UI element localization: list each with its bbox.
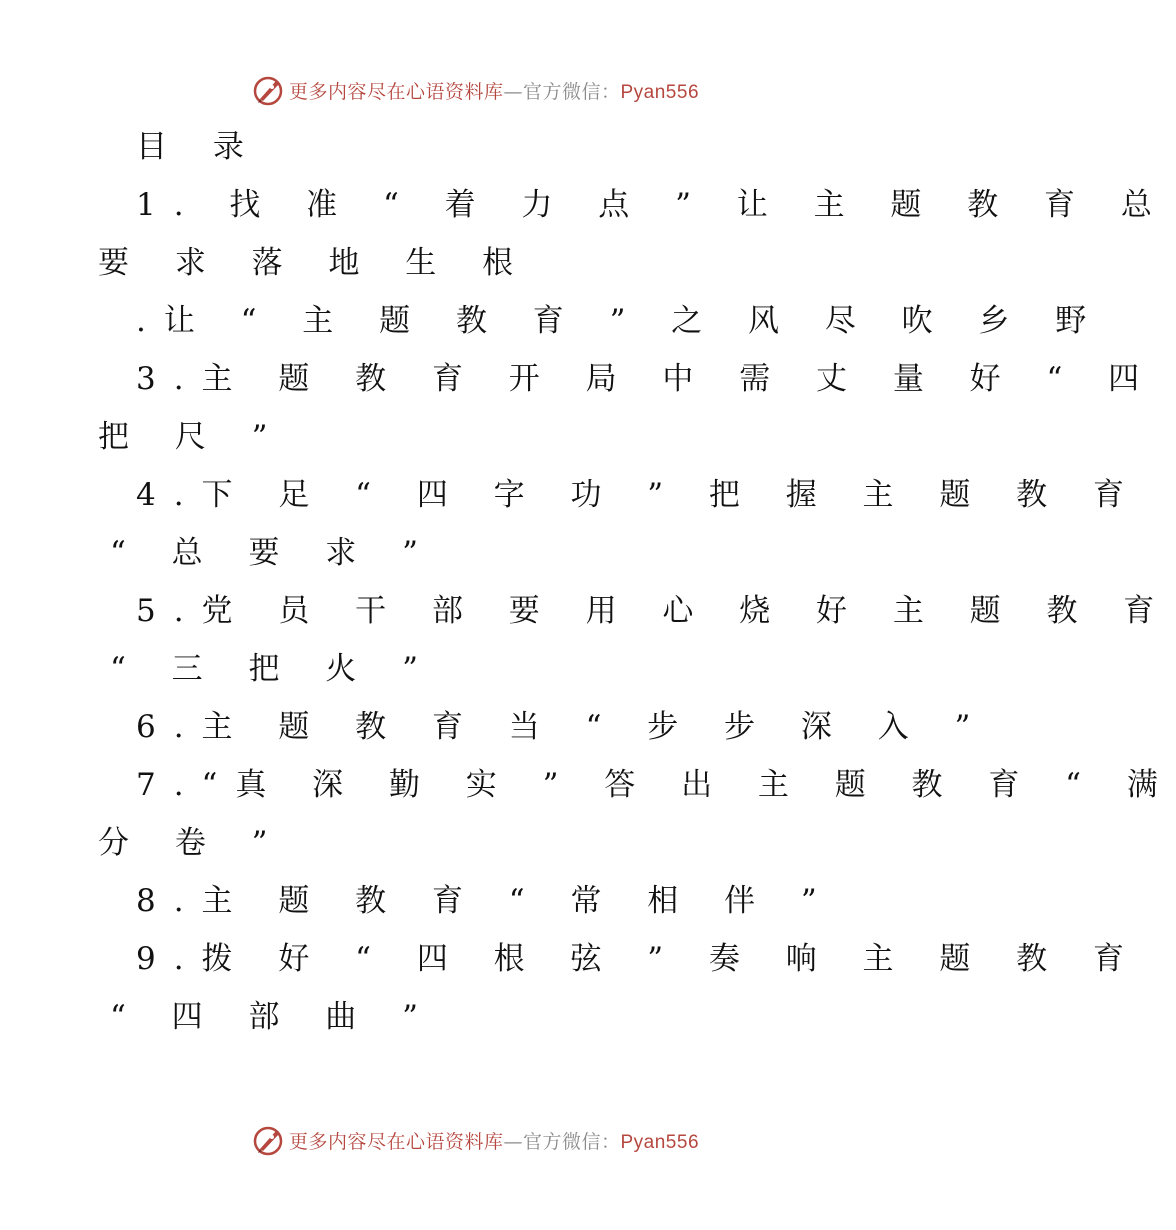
toc-item-5-continued: “ 三 把 火 ” <box>110 651 436 687</box>
header-watermark <box>0 70 950 110</box>
toc-item-5: 5.党 员 干 部 要 用 心 烧 好 主 题 教 育 <box>136 593 1173 629</box>
footer-watermark <box>0 1120 950 1160</box>
toc-item-9: 9.拨 好 “ 四 根 弦 ” 奏 响 主 题 教 育 <box>136 941 1142 977</box>
toc-item-3: 3.主 题 教 育 开 局 中 需 丈 量 好 “ 四 <box>136 361 1158 397</box>
toc-item-6: 6.主 题 教 育 当 “ 步 步 深 入 ” <box>136 709 989 745</box>
pen-quill-logo-icon <box>251 1123 285 1157</box>
toc-item-1: 1. 找 准 “ 着 力 点 ” 让 主 题 教 育 总 <box>136 187 1170 223</box>
toc-item-8: 8.主 题 教 育 “ 常 相 伴 ” <box>136 883 835 919</box>
watermark-text: 更多内容尽在心语资料库—官方微信：Pyan556 <box>288 80 700 103</box>
toc-item-9-continued: “ 四 部 曲 ” <box>110 999 436 1035</box>
toc-heading: 目 录 <box>136 129 262 165</box>
toc-item-2: .让 “ 主 题 教 育 ” 之 风 尽 吹 乡 野 <box>136 303 1105 339</box>
toc-item-3-continued: 把 尺 ” <box>98 419 286 455</box>
watermark-text: 更多内容尽在心语资料库—官方微信：Pyan556 <box>288 1130 700 1153</box>
document-body <box>98 118 1176 1046</box>
toc-item-4: 4.下 足 “ 四 字 功 ” 把 握 主 题 教 育 <box>136 477 1142 513</box>
pen-quill-logo-icon <box>251 73 285 107</box>
toc-item-4-continued: “ 总 要 求 ” <box>110 535 436 571</box>
toc-item-1-continued: 要 求 落 地 生 根 <box>98 245 532 281</box>
toc-item-7-continued: 分 卷 ” <box>98 825 286 861</box>
toc-item-7: 7.“真 深 勤 实 ” 答 出 主 题 教 育 “ 满 <box>136 767 1176 803</box>
